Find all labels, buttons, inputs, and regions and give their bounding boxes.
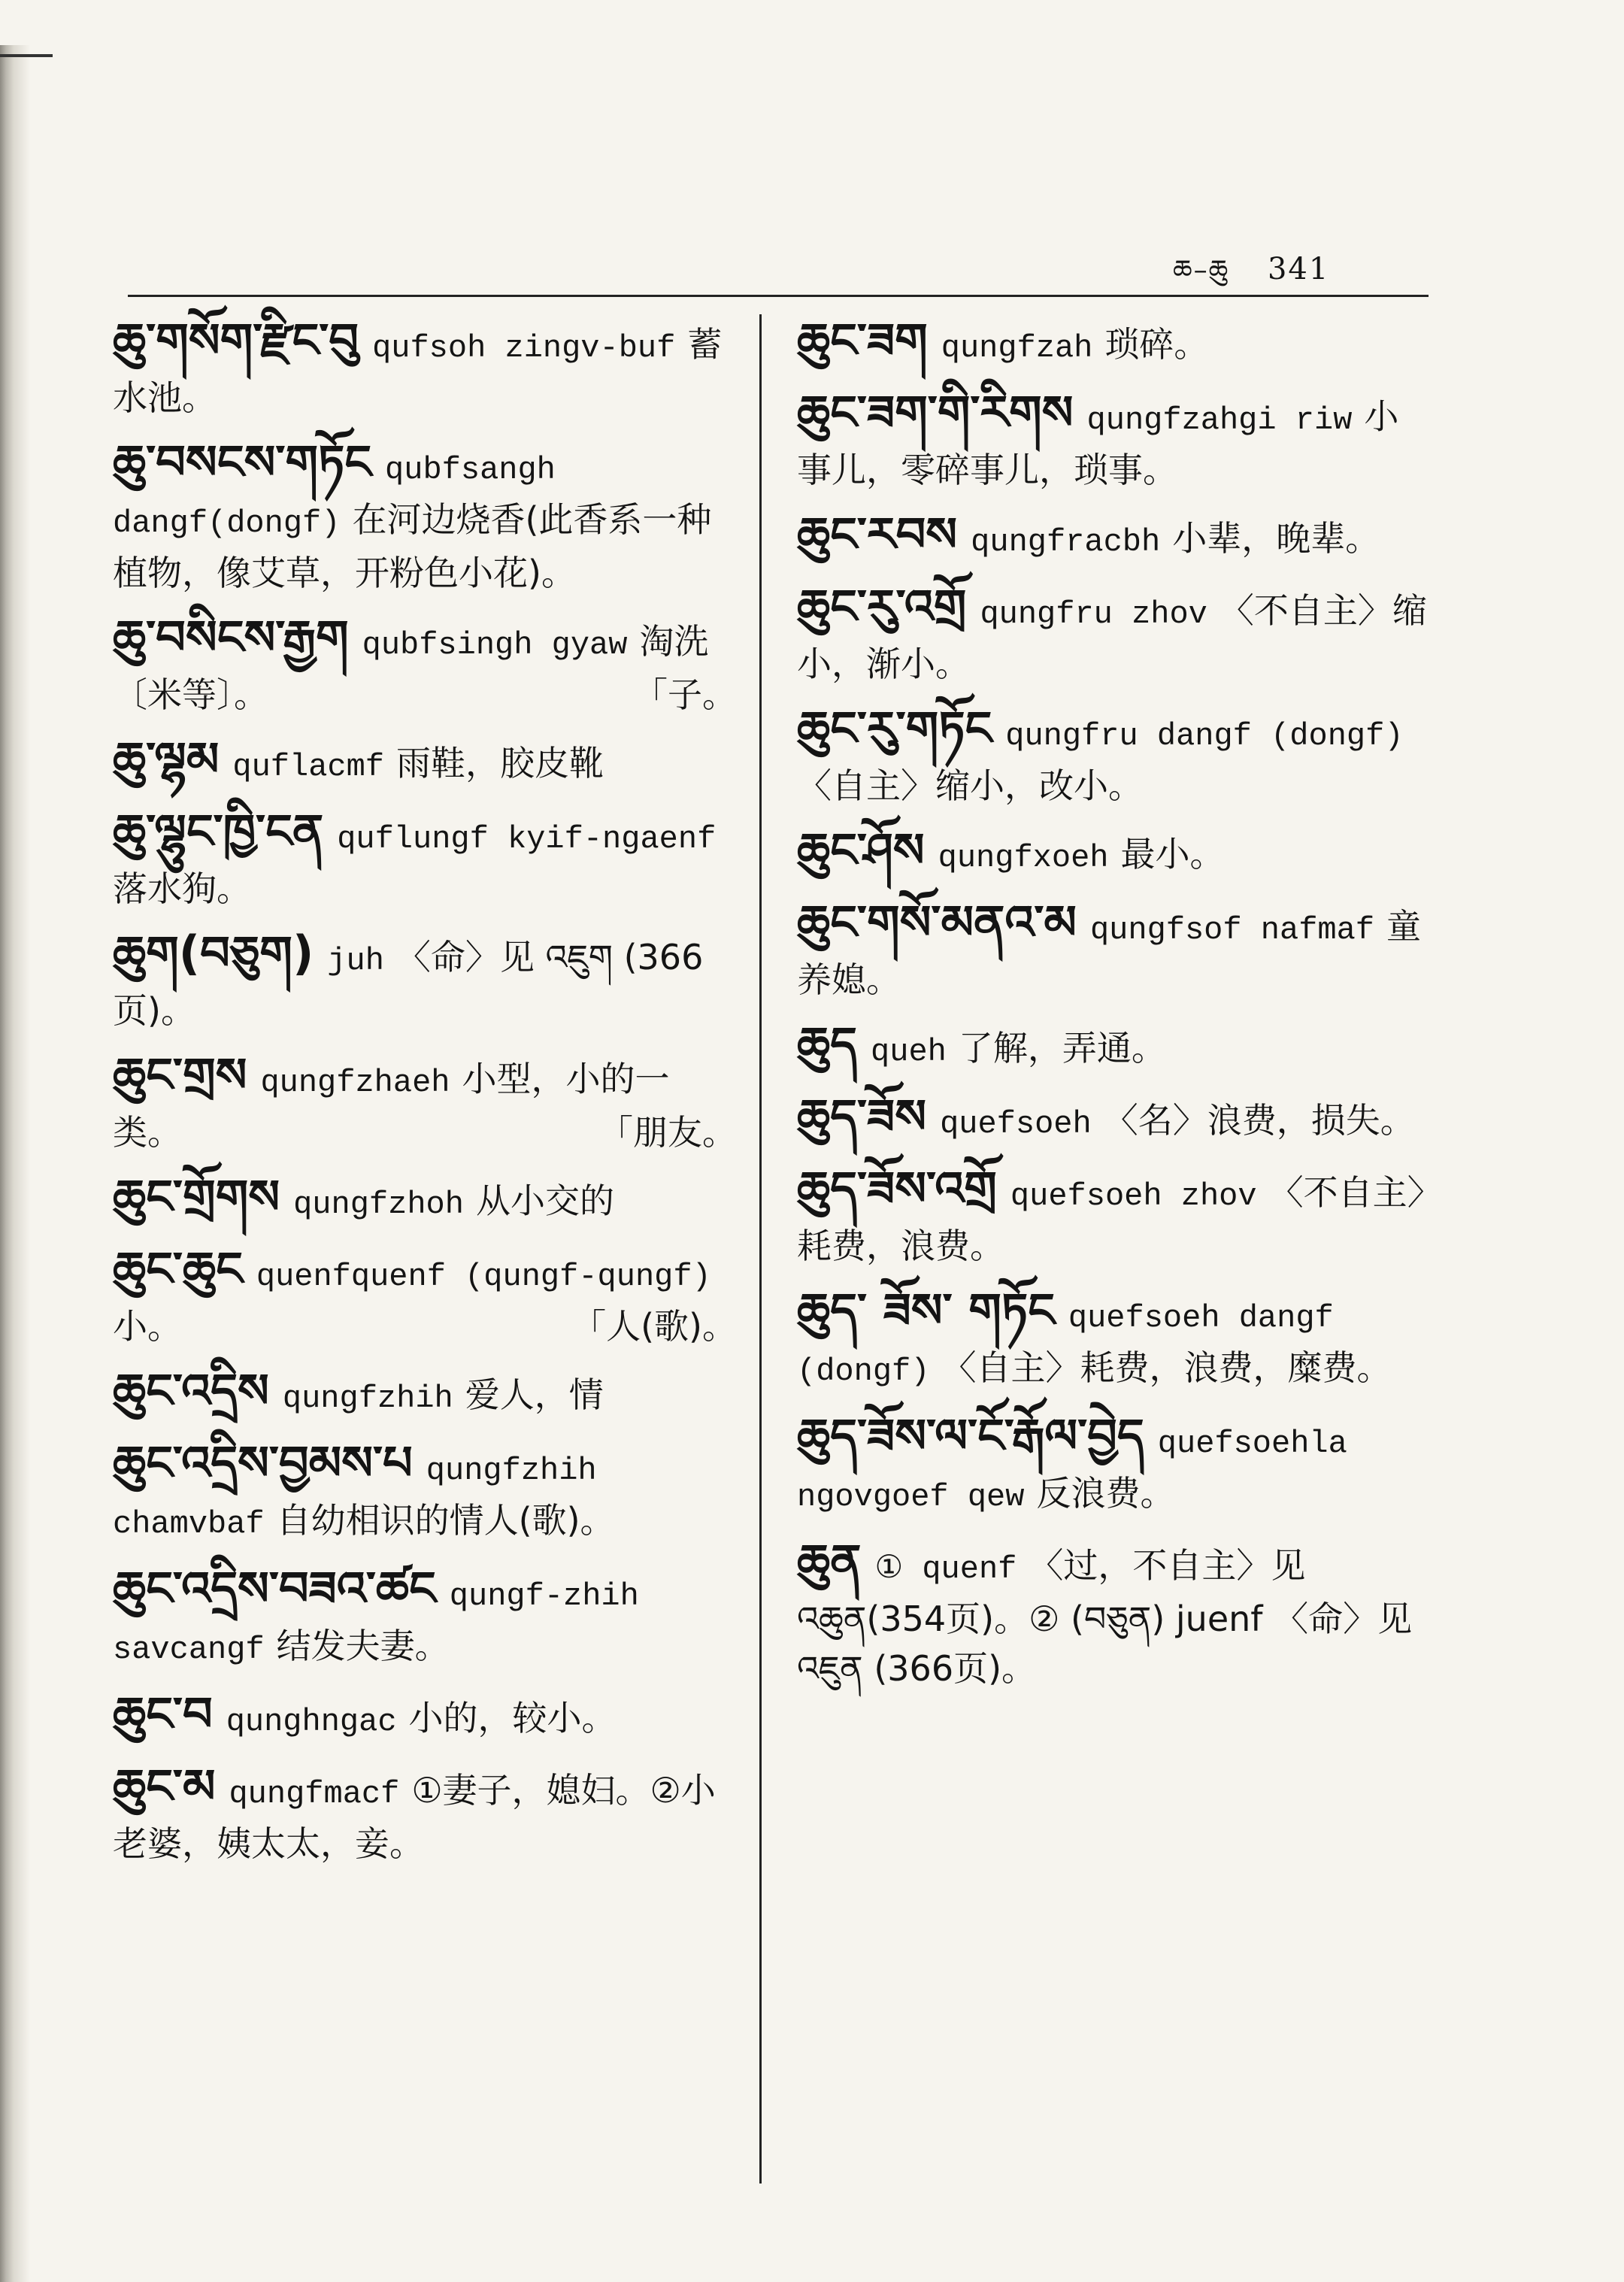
entry-romanization: qungfru dangf (dongf)	[1005, 718, 1404, 754]
entry-headword: ཆུང་རུ་འགྲོ	[797, 579, 967, 634]
dictionary-entry	[113, 610, 737, 720]
entry-headword: ཆུང་གྲོགས	[113, 1169, 280, 1224]
entry-romanization: qungfru zhov	[980, 596, 1207, 632]
dictionary-entry	[113, 926, 737, 1035]
entry-romanization: qungfracbh	[971, 524, 1161, 560]
entry-gloss: 反浪费。	[1036, 1473, 1175, 1514]
entry-gloss: 〈自主〉缩小，改小。	[797, 765, 1143, 806]
dictionary-entry	[113, 1047, 737, 1157]
entry-romanization: qungfzhaeh	[260, 1065, 450, 1101]
left-column	[113, 313, 737, 1883]
entry-romanization: qungfzah	[941, 330, 1093, 366]
dictionary-entry	[797, 507, 1429, 567]
entry-gloss: 爱人，情	[465, 1374, 604, 1415]
entry-headword: ཆུང་འདྲིས	[113, 1363, 269, 1418]
entry-headword: ཆུང་ཆུང	[113, 1241, 243, 1296]
entry-gloss: 了解，弄通。	[958, 1028, 1166, 1068]
entry-headword: ཆུང་གསོ་མནའ་མ	[797, 895, 1077, 950]
entry-headword: ཆུ་ལྷུང་ཁྱི་ངན	[113, 804, 324, 859]
entry-headword: ཆུ་བསངས་གཏོང	[113, 435, 372, 489]
dictionary-entry	[797, 1017, 1429, 1077]
dictionary-entry	[113, 313, 737, 423]
entry-romanization: qunghngac	[226, 1704, 397, 1740]
entry-headword: ཆུད་ ཟོས་ གཏོང	[797, 1283, 1055, 1338]
entry-romanization: qubfsingh gyaw	[362, 627, 628, 663]
dictionary-entry	[797, 1089, 1429, 1149]
dictionary-entry	[797, 1161, 1429, 1271]
dictionary-entry	[113, 1169, 737, 1229]
page-number: 341	[1267, 252, 1330, 286]
entry-romanization: queh	[871, 1034, 947, 1070]
entry-gloss: 小辈，晚辈。	[1172, 518, 1380, 559]
entry-romanization: juh	[327, 943, 384, 979]
dictionary-entry	[113, 1241, 737, 1351]
dictionary-entry	[113, 732, 737, 792]
entry-romanization: quefsoehla ngovgoef qew	[797, 1426, 1347, 1515]
entry-gloss: 〈自主〉耗费，浪费，糜费。	[941, 1347, 1392, 1388]
entry-headword: ཆུང་འདྲིས་བྱམས་པ	[113, 1435, 413, 1490]
entry-headword: ཆུ་གསོག་རྫིང་བུ	[113, 313, 359, 368]
entry-gloss: 自幼相识的情人(歌)。	[276, 1500, 615, 1541]
entry-romanization: quflungf kyif-ngaenf	[337, 821, 717, 857]
entry-gloss: 落水狗。	[113, 868, 251, 909]
entry-romanization: qungfzhoh	[293, 1186, 464, 1223]
entry-romanization: quenfquenf (qungf-qungf)	[256, 1259, 711, 1295]
entry-headword: ཆུང་ཟག	[797, 313, 928, 368]
dictionary-entry	[113, 1435, 737, 1549]
entry-headword: ཆུག(བཅུག)	[113, 926, 314, 980]
entry-gloss: 〈不自主〉缩小，渐小。	[797, 590, 1427, 684]
entry-gloss: 童养媳。	[797, 906, 1422, 1000]
entry-gloss: 〈名〉浪费，损失。	[1103, 1100, 1415, 1141]
dictionary-entry	[797, 579, 1429, 689]
entry-romanization: qungfsof nafmaf	[1089, 912, 1375, 948]
dictionary-entry	[113, 435, 737, 598]
entry-headword: ཆུང་རུ་གཏོང	[797, 701, 992, 756]
entry-headword: ཆུང་གྲས	[113, 1047, 247, 1102]
section-label: ཆ–ཆུ	[1173, 255, 1230, 286]
entry-gloss: 淘洗〔米等〕。	[113, 621, 709, 715]
entry-headword: ཆུན	[797, 1534, 862, 1589]
dictionary-entry	[797, 1283, 1429, 1396]
entry-gloss: 〈命〉见 འཇུག (366页)。	[113, 937, 704, 1031]
entry-gloss: 小的，较小。	[408, 1698, 617, 1738]
dictionary-entry	[797, 385, 1429, 495]
dictionary-entry	[113, 804, 737, 914]
entry-gloss: 从小交的	[475, 1180, 614, 1221]
dictionary-entry	[797, 313, 1429, 373]
entry-headword: ཆུང་རབས	[797, 507, 958, 562]
entry-headword: ཆུང་མ	[113, 1759, 216, 1814]
dictionary-entry	[113, 1686, 737, 1747]
entry-headword: ཆུད་ཟོས་ལ་ངོ་རྒོལ་བྱེད	[797, 1408, 1144, 1463]
entry-headword: ཆུད་ཟོས	[797, 1089, 927, 1144]
entry-romanization: qungfxoeh	[938, 840, 1109, 876]
dictionary-entry	[797, 701, 1429, 811]
dictionary-entry	[797, 895, 1429, 1005]
entry-headword: ཆུད	[797, 1017, 858, 1071]
dictionary-entry	[113, 1759, 737, 1868]
entry-headword: ཆུང་བ	[113, 1686, 213, 1741]
entry-romanization: qungfmacf	[229, 1776, 400, 1812]
entry-gloss: 结发夫妻。	[276, 1626, 450, 1666]
dictionary-entry	[797, 1408, 1429, 1522]
binding-mark	[0, 54, 53, 57]
entry-romanization: ① quenf	[874, 1551, 1017, 1587]
entry-side-note: 「人(歌)。	[571, 1306, 737, 1347]
entry-gloss: 雨鞋，胶皮靴	[396, 743, 604, 783]
entry-romanization: quefsoeh	[940, 1106, 1092, 1142]
dictionary-entry	[113, 1561, 737, 1674]
entry-romanization: qungfzhih	[282, 1380, 453, 1417]
entry-romanization: quefsoeh dangf (dongf)	[797, 1300, 1334, 1390]
dictionary-entry	[113, 1363, 737, 1423]
entry-gloss: 在河边烧香(此香系一种植物，像艾草，开粉色小花)。	[113, 499, 712, 593]
entry-romanization: quflacmf	[232, 749, 385, 785]
entry-headword: ཆུང་ཤོས	[797, 823, 925, 877]
entry-gloss: 〈不自主〉耗费，浪费。	[797, 1172, 1425, 1266]
entry-romanization: qubfsangh dangf(dongf)	[113, 452, 556, 541]
entry-headword: ཆུ་ལྷམ	[113, 732, 220, 786]
entry-headword: ཆུད་ཟོས་འགྲོ	[797, 1161, 997, 1216]
entry-romanization: qungfzhih chamvbaf	[113, 1453, 597, 1542]
entry-side-note: 「子。	[633, 674, 737, 715]
right-column	[797, 313, 1429, 1708]
entry-romanization: qufsoh zingv-buf	[372, 330, 676, 366]
page-header	[1173, 239, 1329, 316]
entry-headword: ཆུ་བསིངས་རྒྱག	[113, 610, 349, 665]
header-rule	[128, 295, 1429, 297]
entry-side-note: 「朋友。	[598, 1112, 737, 1153]
entry-gloss: ①妻子，媳妇。②小老婆，姨太太，妾。	[113, 1770, 716, 1864]
entry-headword: ཆུང་ཟག་གི་རིགས	[797, 385, 1074, 440]
column-divider	[759, 314, 762, 2184]
entry-gloss: 最小。	[1120, 834, 1225, 874]
entry-romanization: quefsoeh zhov	[1010, 1178, 1257, 1214]
entry-gloss: 琐碎。	[1104, 324, 1209, 365]
entry-gloss: 小事儿，零碎事儿，琐事。	[797, 396, 1399, 490]
entry-gloss: 小。	[113, 1306, 182, 1347]
entry-headword: ཆུང་འདྲིས་བཟའ་ཚང	[113, 1561, 436, 1616]
entry-gloss: 小型，小的一类。	[113, 1059, 670, 1153]
entry-romanization: qungf-zhih savcangf	[113, 1578, 639, 1668]
dictionary-entry	[797, 823, 1429, 883]
entry-gloss: 蓄水池。	[113, 324, 723, 418]
entry-romanization: qungfzahgi riw	[1086, 402, 1353, 438]
scan-binding-edge	[0, 45, 30, 2282]
entry-gloss: 〈过，不自主〉见 འཆུན(354页)。② (བཅུན) juenf 〈命〉见 འཇུན (366页)。	[797, 1545, 1413, 1689]
dictionary-entry	[797, 1534, 1429, 1693]
